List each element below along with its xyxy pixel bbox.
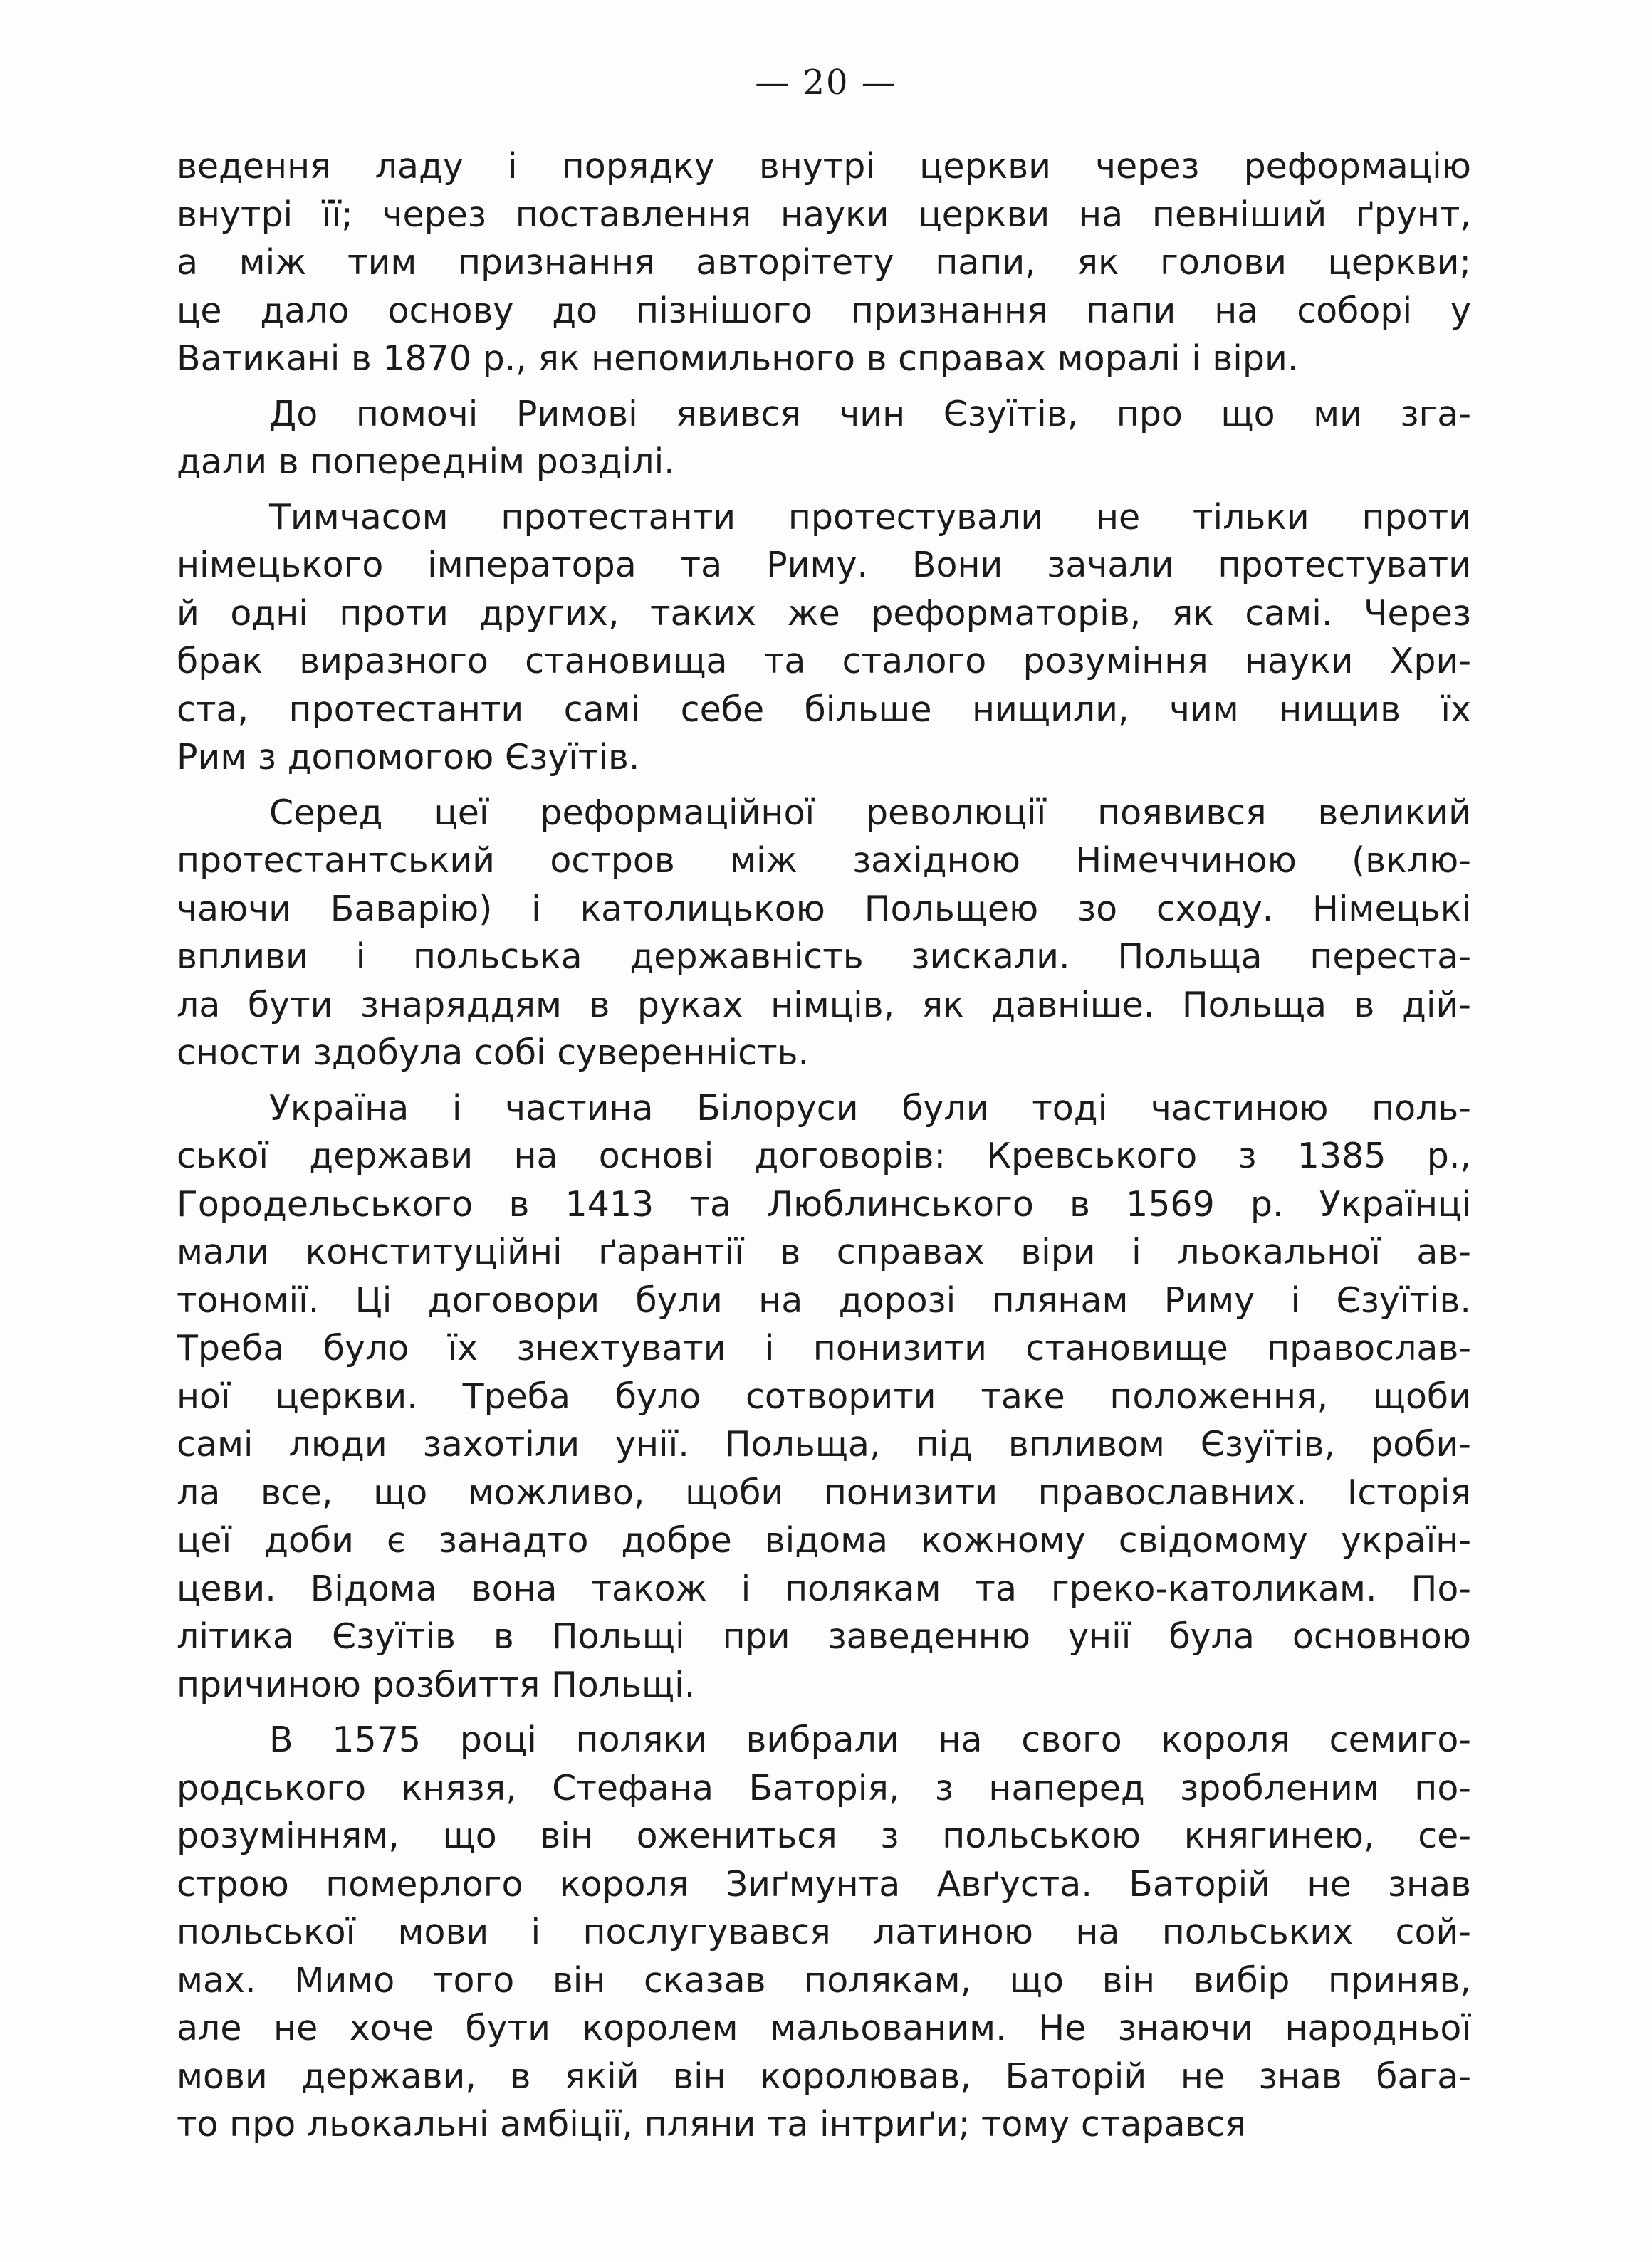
text-line: ста, протестанти самі себе більше нищили, чим нищив їх bbox=[177, 688, 1471, 730]
text-line: До помочі Римові явився чин Єзуїтів, про що ми зга- bbox=[269, 393, 1471, 434]
text-line: протестантський остров між західною Німеччиною (вклю- bbox=[177, 840, 1471, 881]
text-line: ської держави на основі договорів: Кревського з 1385 р., bbox=[177, 1136, 1471, 1176]
text-line: причиною розбиття Польщі. bbox=[177, 1664, 696, 1705]
text-line: мах. Мимо того він сказав полякам, що він вибір приняв, bbox=[177, 1959, 1471, 2001]
paragraph bbox=[177, 390, 1471, 486]
text-line: польської мови і послугувався латиною на польських сой- bbox=[177, 1912, 1471, 1952]
text-line: В 1575 році поляки вибрали на свого короля семиго- bbox=[269, 1719, 1471, 1760]
text-line: Ватикані в 1870 р., як непомильного в справах моралі і віри. bbox=[177, 338, 1299, 379]
text-line: ної церкви. Треба було сотворити таке положення, щоби bbox=[177, 1376, 1471, 1417]
text-line: Городельського в 1413 та Люблинського в 1569 р. Українці bbox=[177, 1183, 1471, 1225]
text-line: літика Єзуїтів в Польщі при заведенню унії була основною bbox=[177, 1616, 1471, 1657]
text-line: родського князя, Стефана Баторія, з наперед зробленим по- bbox=[177, 1767, 1471, 1808]
paragraph bbox=[177, 493, 1471, 782]
text-line: брак виразного становища та сталого розуміння науки Хри- bbox=[177, 641, 1471, 681]
page-number: — 20 — bbox=[755, 63, 897, 103]
text-line: дали в попереднім розділі. bbox=[177, 441, 675, 482]
text-line: впливи і польська державність зискали. Польща переста- bbox=[177, 936, 1471, 977]
text-line: Треба було їх знехтувати і понизити становище православ- bbox=[177, 1328, 1471, 1368]
paragraph bbox=[177, 1716, 1471, 2149]
text-line: цеї доби є занадто добре відома кожному свідомому україн- bbox=[177, 1520, 1471, 1561]
text-line: це дало основу до пізнішого признання папи на соборі у bbox=[177, 290, 1471, 331]
text-line: сности здобула собі суверенність. bbox=[177, 1032, 810, 1073]
paragraph bbox=[177, 1084, 1471, 1709]
text-line: внутрі її; через поставлення науки церкви на певніший ґрунт, bbox=[177, 194, 1471, 235]
paragraph-gap bbox=[177, 486, 1471, 493]
text-line: ла все, що можливо, щоби понизити православних. Історія bbox=[177, 1472, 1471, 1513]
text-line: розумінням, що він ожениться з польською княгинею, се- bbox=[177, 1816, 1471, 1856]
text-line: то про льокальні амбіції, пляни та інтриґи; тому старався bbox=[177, 2104, 1246, 2145]
text-line: й одні проти других, таких же реформаторів, як самі. Через bbox=[177, 592, 1471, 634]
text-line: Серед цеї реформаційної революції появився великий bbox=[269, 792, 1471, 833]
body-text bbox=[177, 142, 1471, 2149]
text-line: мови держави, в якій він королював, Баторій не знав бага- bbox=[177, 2056, 1471, 2097]
paragraph bbox=[177, 789, 1471, 1077]
text-line: самі люди захотіли унії. Польща, під впливом Єзуїтів, роби- bbox=[177, 1424, 1471, 1465]
text-line: чаючи Баварію) і католицькою Польщею зо сходу. Німецькі bbox=[177, 888, 1471, 929]
text-line: німецького імператора та Риму. Вони зачали протестувати bbox=[177, 545, 1471, 585]
text-line: строю померлого короля Зиґмунта Авґуста. Баторій не знав bbox=[177, 1863, 1471, 1905]
paragraph-gap bbox=[177, 1709, 1471, 1716]
text-line: Рим з допомогою Єзуїтів. bbox=[177, 737, 640, 777]
text-line: цеви. Відома вона також і полякам та греко-католикам. По- bbox=[177, 1568, 1471, 1609]
text-line: тономії. Ці договори були на дорозі плянам Риму і Єзуїтів. bbox=[177, 1279, 1471, 1321]
text-line: але не хоче бути королем мальованим. Не знаючи народньої bbox=[177, 2008, 1471, 2048]
paragraph-gap bbox=[177, 1077, 1471, 1084]
text-line: Тимчасом протестанти протестували не тільки проти bbox=[269, 496, 1471, 538]
text-line: ла бути знаряддям в руках німців, як давніше. Польща в дій- bbox=[177, 984, 1471, 1025]
text-line: ведення ладу і порядку внутрі церкви через реформацію bbox=[177, 146, 1471, 187]
paragraph-gap bbox=[177, 383, 1471, 390]
paragraph-gap bbox=[177, 782, 1471, 789]
text-line: Україна і частина Білоруси були тоді частиною поль- bbox=[269, 1087, 1471, 1129]
text-line: мали конституційні ґарантії в справах віри і льокальної ав- bbox=[177, 1232, 1471, 1272]
text-line: а між тим признання авторітету папи, як голови церкви; bbox=[177, 242, 1471, 283]
paragraph bbox=[177, 142, 1471, 383]
